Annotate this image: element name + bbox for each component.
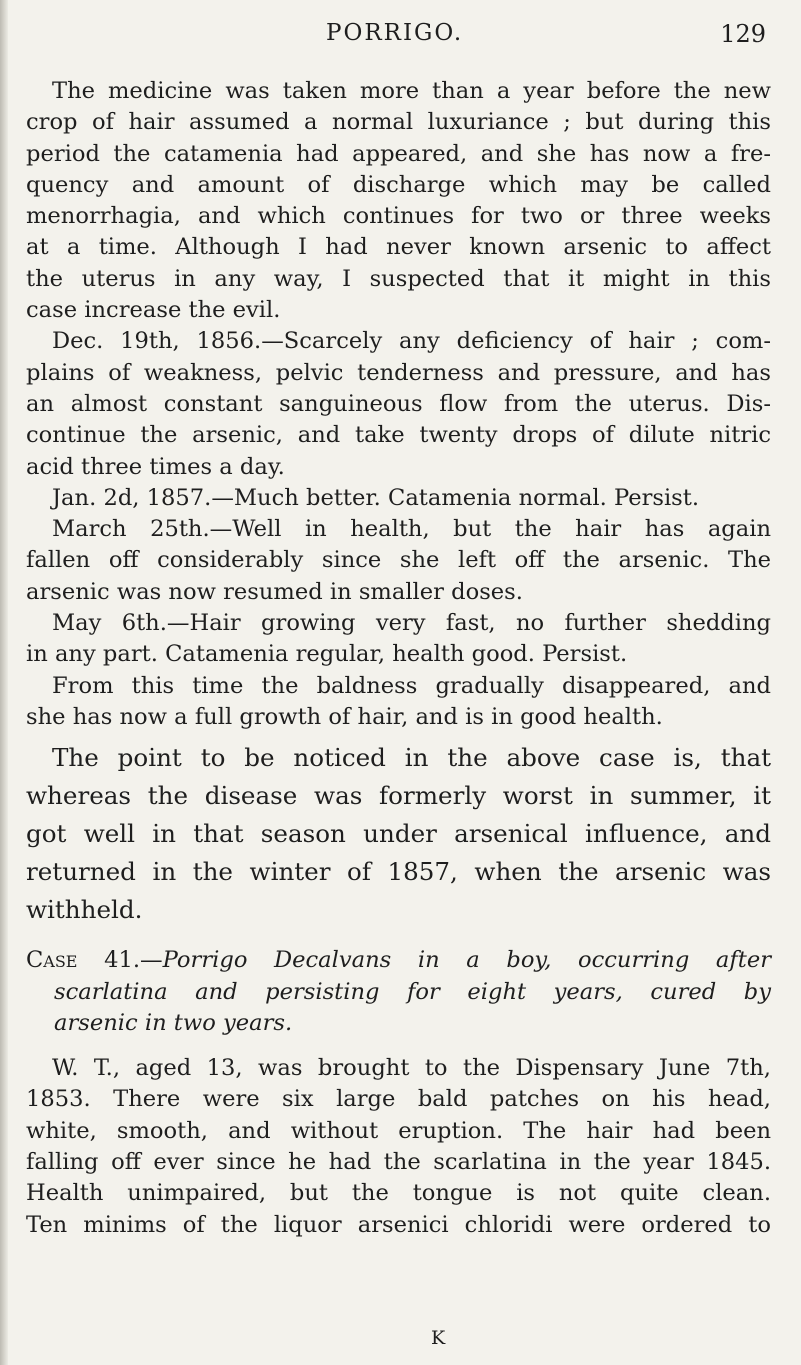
text-line: The point to be noticed in the above case is, that: [52, 743, 771, 773]
paragraph-7-note: [26, 739, 771, 929]
paragraph-6: [26, 671, 771, 734]
page-body: [26, 76, 771, 1241]
paragraph-1: [26, 76, 771, 326]
text-line: acid three times a day.: [26, 453, 285, 480]
text-line: quency and amount of discharge which may be called: [26, 171, 771, 198]
text-line: The medicine was taken more than a year before the new: [52, 78, 771, 104]
text-line: W. T., aged 13, was brought to the Dispensary June 7th,: [52, 1055, 771, 1082]
case-heading-line: [26, 945, 771, 976]
paragraph-4: [26, 514, 771, 608]
text-line: Jan. 2d, 1857.—Much better. Catamenia normal. Persist.: [52, 484, 700, 511]
paragraph-2: [26, 326, 771, 482]
case-title-line: scarlatina and persisting for eight years, cured by: [54, 978, 771, 1005]
text-line: menorrhagia, and which continues for two or three weeks: [26, 203, 771, 230]
text-line: falling off ever since he had the scarlatina in the year 1845.: [26, 1149, 771, 1176]
text-line: May 6th.—Hair growing very fast, no further shedding: [52, 610, 771, 637]
text-line: withheld.: [26, 895, 143, 925]
text-line: the uterus in any way, I suspected that it might in this: [26, 265, 771, 292]
text-line: crop of hair assumed a normal luxuriance ; but during this: [26, 109, 771, 136]
text-line: in any part. Catamenia regular, health good. Persist.: [26, 641, 628, 668]
paragraph-5: [26, 608, 771, 671]
text-line: From this time the baldness gradually disappeared, and: [52, 672, 771, 699]
text-line: March 25th.—Well in health, but the hair has again: [52, 516, 771, 543]
paragraph-8: [26, 1053, 771, 1241]
text-line: returned in the winter of 1857, when the arsenic was: [26, 857, 771, 887]
text-line: at a time. Although I had never known arsenic to affect: [26, 234, 771, 261]
text-line: she has now a full growth of hair, and is in good health.: [26, 703, 663, 730]
text-line: white, smooth, and without eruption. The hair had been: [26, 1117, 771, 1144]
paragraph-3: [26, 483, 771, 514]
text-line: arsenic was now resumed in smaller doses.: [26, 578, 523, 605]
text-line: an almost constant sanguineous flow from the uterus. Dis-: [26, 390, 771, 417]
text-line: fallen off considerably since she left off the arsenic. The: [26, 547, 771, 574]
case-heading: [26, 945, 771, 1039]
page-gutter-shadow: [0, 0, 8, 1365]
text-line: Dec. 19th, 1856.—Scarcely any deficiency of hair ; com-: [52, 328, 771, 355]
text-line: whereas the disease was formerly worst in summer, it: [26, 781, 771, 811]
text-line: period the catamenia had appeared, and she has now a fre-: [26, 140, 771, 167]
text-line: Health unimpaired, but the tongue is not quite clean.: [26, 1180, 771, 1207]
case-title-line: arsenic in two years.: [54, 1009, 293, 1036]
signature-mark: K: [431, 1327, 446, 1349]
text-line: 1853. There were six large bald patches on his head,: [26, 1086, 771, 1113]
case-title: Porrigo Decalvans in a boy, occurring after: [162, 947, 771, 974]
running-head-title: PORRIGO.: [326, 20, 464, 46]
text-line: continue the arsenic, and take twenty drops of dilute nitric: [26, 422, 771, 449]
text-line: got well in that season under arsenical influence, and: [26, 819, 771, 849]
text-line: Ten minims of the liquor arsenici chloridi were ordered to: [26, 1211, 771, 1238]
case-label: Case: [26, 947, 78, 974]
text-line: plains of weakness, pelvic tenderness and pressure, and has: [26, 359, 771, 386]
running-head: [0, 20, 801, 50]
case-number: 41.—: [77, 947, 163, 974]
page-number: 129: [720, 20, 766, 48]
text-line: case increase the evil.: [26, 297, 281, 324]
